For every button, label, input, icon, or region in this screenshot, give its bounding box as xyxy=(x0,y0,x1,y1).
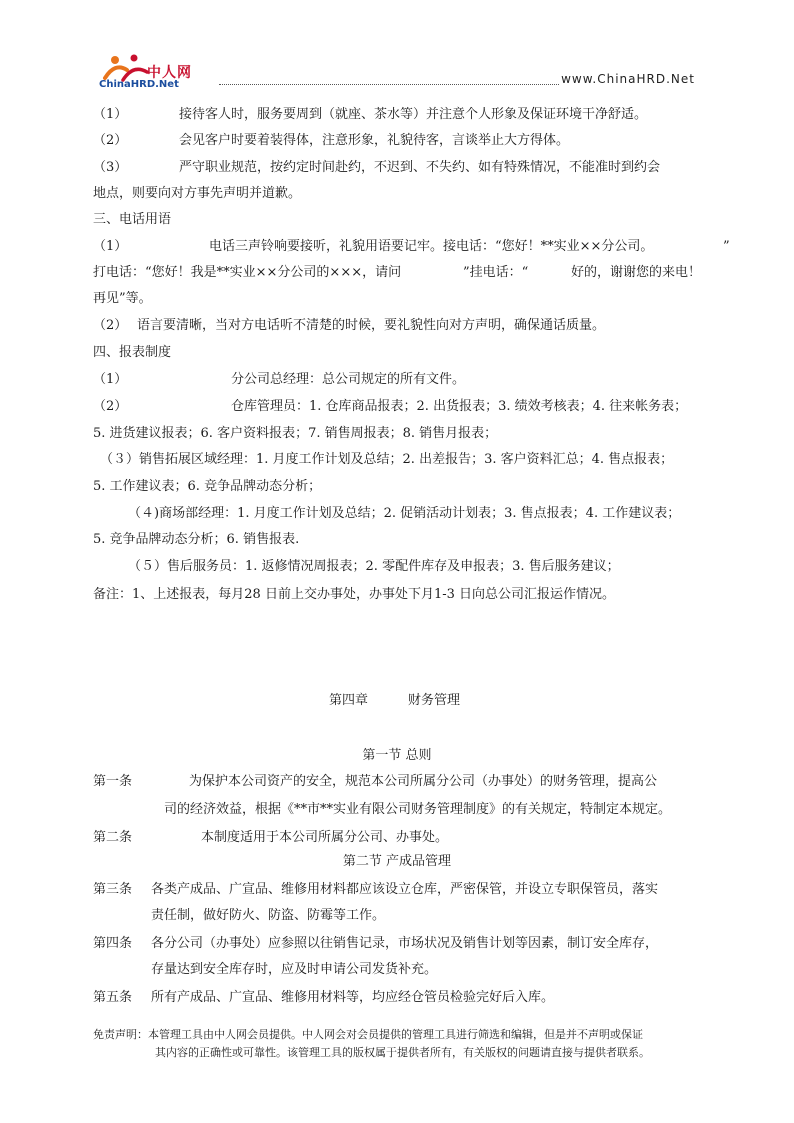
report-item-1 xyxy=(93,371,466,389)
list-item-1 xyxy=(93,106,648,124)
item-text: 电话三声铃响要接听，礼貌用语要记牢。接电话：“您好！**实业××分公司。 xyxy=(209,239,654,254)
article-text: 所有产成品、广宣品、维修用材料等，均应经仓管员检验完好后入库。 xyxy=(151,990,555,1005)
report-item-2 xyxy=(93,398,688,416)
site-url[interactable]: www.ChinaHRD.Net xyxy=(561,72,695,86)
item-text: 会见客户时要着装得体，注意形象，礼貌待客，言谈举止大方得体。 xyxy=(179,133,570,148)
phone-item-2 xyxy=(93,317,606,335)
article-4 xyxy=(93,935,659,953)
article-label: 第四条 xyxy=(93,936,133,951)
item-number: （2） xyxy=(93,318,128,333)
list-item-3 xyxy=(93,159,661,177)
report-item-4: （４)商场部经理：1. 月度工作计划及总结；2. 促销活动计划表；3. 售点报表；4. 工作建议表； xyxy=(128,506,681,521)
article-label: 第五条 xyxy=(93,990,133,1005)
item-text: 打电话：“您好！我是**实业××分公司的×××，请问 xyxy=(93,265,402,280)
section-title-general: 第一节 总则 xyxy=(362,748,432,763)
logo-english-text: ChinaHRD.Net xyxy=(99,79,179,90)
article-text: 各类产成品、广宣品、维修用材料都应该设立仓库，严密保管，并设立专职保管员，落实 xyxy=(151,882,659,897)
chapter-title: 财务管理 xyxy=(408,693,461,708)
closing-quote: ” xyxy=(723,239,730,254)
item-number: （1） xyxy=(93,107,128,122)
article-4-continued: 存量达到安全库存时，应及时申请公司发货补充。 xyxy=(151,962,438,977)
list-item-3-continued: 地点，则要向对方事先声明并道歉。 xyxy=(93,186,302,201)
page-header xyxy=(93,54,699,90)
item-number: （2） xyxy=(93,399,128,414)
header-divider xyxy=(219,84,559,85)
report-item-5: （５）售后服务员：1. 返修情况周报表；2. 零配件库存及申报表；3. 售后服务建议； xyxy=(128,559,620,574)
item-number: （2） xyxy=(93,133,128,148)
chapter-number: 第四章 xyxy=(329,693,369,708)
item-text-3: 好的，谢谢您的来电！ xyxy=(571,265,702,280)
article-label: 第一条 xyxy=(93,774,133,789)
chinahrd-logo xyxy=(93,54,218,90)
section-heading-reports: 四、报表制度 xyxy=(93,345,172,360)
disclaimer-line-1: 免责声明：本管理工具由中人网会员提供。中人网会对会员提供的管理工具进行筛选和编辑，但是并不声明或保证 xyxy=(93,1028,643,1041)
disclaimer-line-2: 其内容的正确性或可靠性。该管理工具的版权属于提供者所有，有关版权的问题请直接与提供者联系。 xyxy=(155,1046,650,1059)
section-title-products: 第二节 产成品管理 xyxy=(342,854,452,869)
item-number: （1） xyxy=(93,372,128,387)
article-5 xyxy=(93,989,555,1007)
phone-item-1-continued xyxy=(93,264,713,282)
article-text: 各分公司（办事处）应参照以往销售记录，市场状况及销售计划等因素，制订安全库存， xyxy=(151,936,659,951)
item-text: 接待客人时，服务要周到（就座、茶水等）并注意个人形象及保证环境干净舒适。 xyxy=(179,107,648,122)
report-note: 备注：1、上述报表，每月28 日前上交办事处，办事处下月1-3 日向总公司汇报运作情况。 xyxy=(93,587,616,602)
item-text: 语言要清晰，当对方电话听不清楚的时候，要礼貌性向对方声明，确保通话质量。 xyxy=(137,318,606,333)
phone-item-1-end: 再见”等。 xyxy=(93,291,152,306)
article-1 xyxy=(93,773,658,791)
report-item-2-continued: 5. 进货建议报表；6. 客户资料报表；7. 销售周报表；8. 销售月报表； xyxy=(93,426,498,441)
article-1-continued: 司的经济效益，根据《**市**实业有限公司财务管理制度》的有关规定，特制定本规定。 xyxy=(164,802,672,817)
list-item-2 xyxy=(93,132,570,150)
phone-item-1 xyxy=(93,238,733,256)
item-text: 仓库管理员：1. 仓库商品报表；2. 出货报表；3. 绩效考核表；4. 往来帐务表； xyxy=(231,399,688,414)
article-text: 本制度适用于本公司所属分公司、办事处。 xyxy=(201,830,449,845)
section-heading-phone: 三、电话用语 xyxy=(93,212,172,227)
article-label: 第二条 xyxy=(93,830,133,845)
report-item-3-continued: 5. 工作建议表；6. 竞争品牌动态分析； xyxy=(93,479,322,494)
item-number: （3） xyxy=(93,160,128,175)
item-text: 严守职业规范，按约定时间赴约，不迟到、不失约、如有特殊情况，不能准时到约会 xyxy=(179,160,661,175)
report-item-3: （３）销售拓展区域经理：1. 月度工作计划及总结；2. 出差报告；3. 客户资料汇总；4. 售点报表； xyxy=(100,452,674,467)
item-text-2: ”挂电话：“ xyxy=(463,265,529,280)
item-text: 分公司总经理：总公司规定的所有文件。 xyxy=(231,372,466,387)
logo-chinese-text: 中人网 xyxy=(147,65,192,81)
article-text: 为保护本公司资产的安全，规范本公司所属分公司（办事处）的财务管理，提高公 xyxy=(189,774,658,789)
article-3-continued: 责任制，做好防火、防盗、防霉等工作。 xyxy=(151,908,386,923)
report-item-4-continued: 5. 竞争品牌动态分析；6. 销售报表. xyxy=(93,532,300,547)
article-2 xyxy=(93,829,449,847)
article-3 xyxy=(93,881,659,899)
article-label: 第三条 xyxy=(93,882,133,897)
item-number: （1） xyxy=(93,239,128,254)
